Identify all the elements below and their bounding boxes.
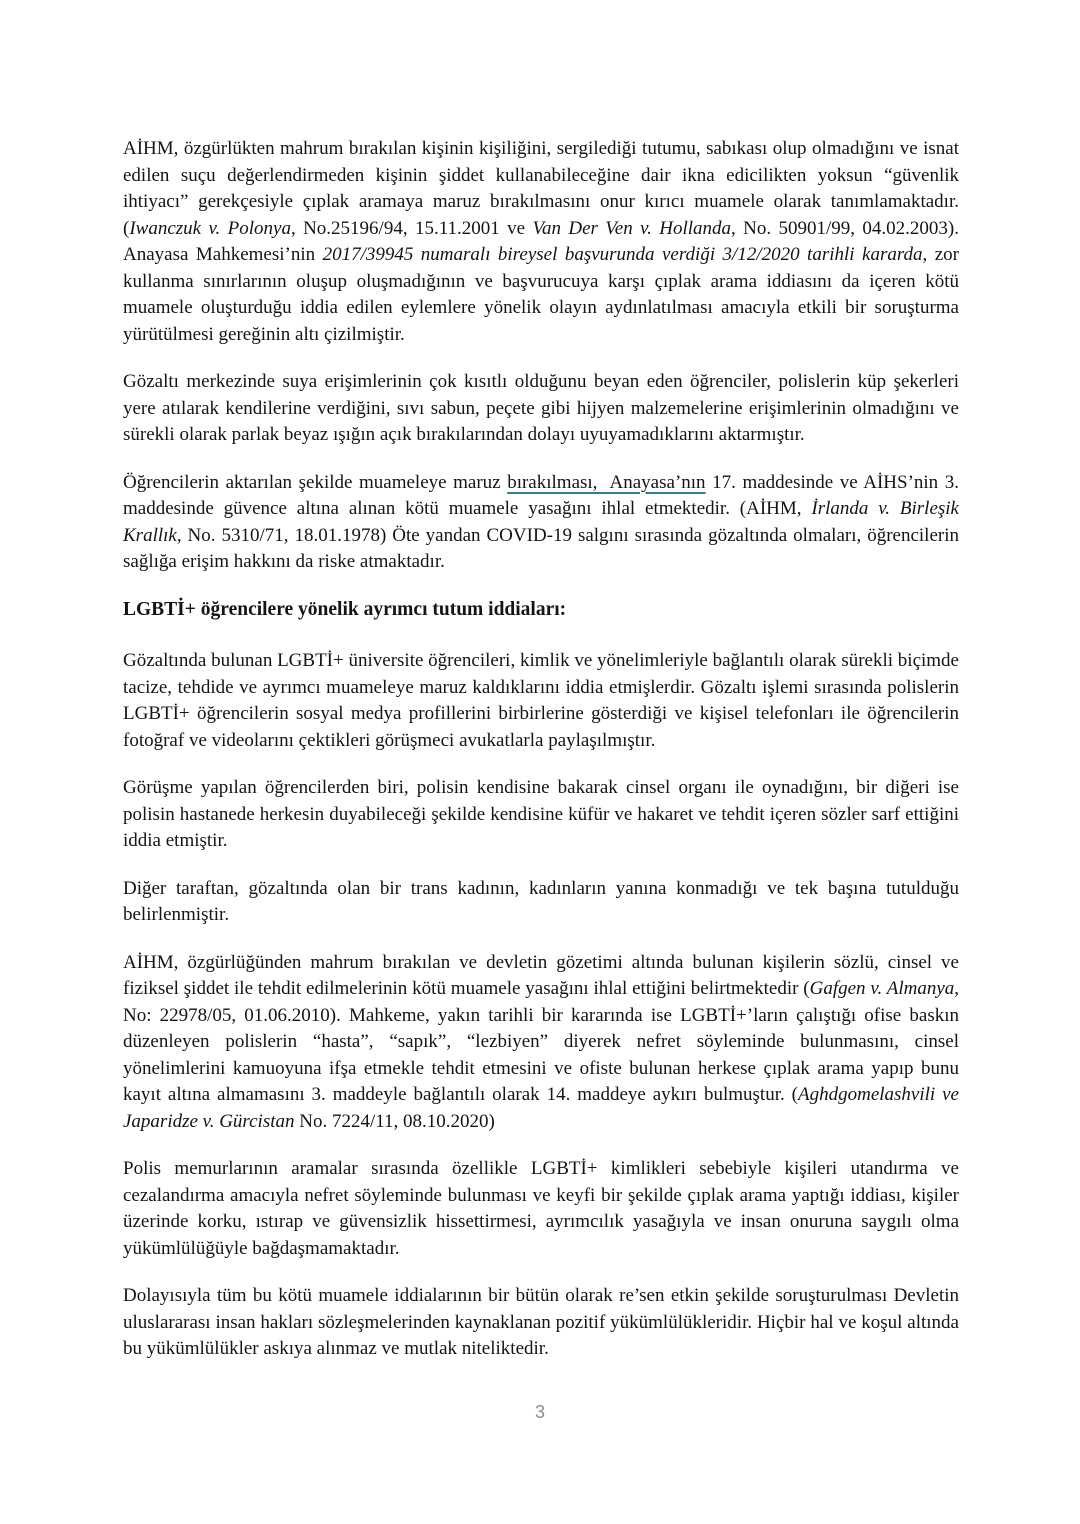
text-run-italic: Aghdgomelashvili ve Japaridze v. Gürcistan (123, 1084, 959, 1132)
text-run-italic: Iwanczuk v. Polonya (129, 217, 291, 239)
text-run-normal: Görüşme yapılan öğrencilerden biri, polisin kendisine bakarak cinsel organı ile oynadığını, bir diğeri ise polisin hastanede herkesin duyabileceği şekilde kendisine küfür ve hakaret ve tehdit içeren sözler sarf ettiğini iddia etmiştir. (123, 777, 959, 851)
text-run-normal: , No: 22978/05, 01.06.2010). Mahkeme, yakın tarihli bir kararında ise LGBTİ+’ların çalıştığı ofise baskın düzenleyen polislerin “hasta”, “sapık”, “lezbiyen” diyerek nefret söyleminde bulunmasını, cinsel yönelimlerini kamuoyuna ifşa etmekle tehdit etmesini ve ofiste bulunan herkese çıplak arama yapıp bunu kayıt altına almamasını 3. maddeyle bağlantılı olarak 14. maddeye aykırı bulmuştur. ( (123, 978, 959, 1105)
text-run-normal: Diğer taraftan, gözaltında olan bir trans kadının, kadınların yanına konmadığı ve tek başına tutulduğu belirlenmiştir. (123, 877, 959, 925)
paragraph (123, 648, 959, 754)
text-run-underline: bırakılması, Anayasa’nın (507, 471, 706, 493)
paragraph (123, 876, 959, 929)
paragraph (123, 369, 959, 449)
text-run-normal: , No. 5310/71, 18.01.1978) Öte yandan COVID-19 salgını sırasında gözaltında olmaları, öğrencilerin sağlığa erişim hakkını da riske atmaktadır. (123, 524, 959, 572)
text-run-normal: Dolayısıyla tüm bu kötü muamele iddialarının bir bütün olarak re’sen etkin şekilde soruşturulması Devletin uluslararası insan hakları sözleşmelerinden kaynaklanan pozitif yükümlülükleridir. Hiçbir hal ve koşul altında bu yükümlülükler askıya alınmaz ve mutlak niteliktedir. (123, 1285, 959, 1359)
paragraph (123, 136, 959, 348)
text-run-normal: AİHM, özgürlükten mahrum bırakılan kişinin kişiliğini, sergilediği tutumu, sabıkası olup olmadığını ve isnat edilen suçu değerlendirmeden kişinin şiddet kullanabileceğine dair ikna edicilikten yoksun “güvenlik ihtiyacı” gerekçesiyle çıplak aramaya maruz bırakılmasını onur kırıcı muamele olarak tanımlamaktadır. ( (123, 138, 959, 239)
text-run-normal: Öğrencilerin aktarılan şekilde muameleye maruz (123, 471, 508, 493)
text-run-italic: Van Der Ven v. Hollanda (532, 217, 732, 239)
page-number: 3 (534, 1402, 545, 1422)
paragraph (123, 470, 959, 576)
text-run-italic: 2017/39945 numaralı bireysel başvurunda verdiği 3/12/2020 tarihli kararda (322, 244, 923, 265)
text-run-italic: İrlanda v. Birleşik Krallık (123, 498, 959, 546)
text-run-normal: 17. maddesinde ve AİHS’nin 3. maddesinde güvence altına alınan kötü muamele yasağını ihlal etmektedir. (AİHM, (123, 471, 959, 519)
text-run-normal: LGBTİ+ öğrencilere yönelik ayrımcı tutum iddiaları: (123, 598, 567, 620)
paragraph (123, 775, 959, 855)
text-run-normal: Gözaltı merkezinde suya erişimlerinin çok kısıtlı olduğunu beyan eden öğrenciler, polislerin küp şekerleri yere atılarak kendilerine verdiğini, sıvı sabun, peçete gibi hijyen malzemelerine erişimlerinin olmadığını ve sürekli olarak parlak beyaz ışığın açık bırakılarından dolayı uyuyamadıklarını aktarmıştır. (123, 371, 959, 445)
text-run-normal: Gözaltında bulunan LGBTİ+ üniversite öğrencileri, kimlik ve yönelimleriyle bağlantılı olarak sürekli biçimde tacize, tehdide ve ayrımcı muameleye maruz kaldıklarını iddia etmişlerdir. Gözaltı işlemi sırasında polislerin LGBTİ+ öğrencilerin sosyal medya profillerini birbirlerine gösterdiği ve kişisel telefonları ile öğrencilerin fotoğraf ve videolarını çektikleri görüşmeci avukatlarla paylaşılmıştır. (123, 650, 959, 751)
text-run-normal: No. 7224/11, 08.10.2020) (294, 1110, 495, 1132)
text-run-normal: , No.25196/94, 15.11.2001 ve (290, 217, 533, 239)
paragraph (123, 1156, 959, 1262)
text-run-italic: Gafgen v. Almanya (809, 978, 955, 999)
paragraph (123, 1283, 959, 1363)
text-run-normal: AİHM, özgürlüğünden mahrum bırakılan ve devletin gözetimi altında bulunan kişilerin sözlü, cinsel ve fiziksel şiddet ile tehdit edilmelerinin kötü muamele yasağını ihlal ettiğini belirtmektedir ( (123, 951, 959, 999)
paragraph (123, 950, 959, 1136)
document-body (123, 136, 959, 1384)
text-run-normal: Polis memurlarının aramalar sırasında özellikle LGBTİ+ kimlikleri sebebiyle kişileri utandırma ve cezalandırma amacıyla nefret söyleminde bulunması ve keyfi bir şekilde çıplak arama yaptığı iddiası, kişiler üzerinde korku, ıstırap ve güvensizlik hissettirmesi, ayrımcılık yasağıyla ve insan onuruna saygılı olma yükümlülüğüyle bağdaşmamaktadır. (123, 1158, 959, 1259)
text-run-normal: , No. 50901/99, 04.02.2003). Anayasa Mahkemesi’nin (123, 217, 960, 265)
section-heading (123, 597, 959, 624)
text-run-normal: , zor kullanma sınırlarının oluşup oluşmadığının ve başvurucuya karşı çıplak arama iddiasını da içeren kötü muamele oluşturduğu iddia edilen eylemlere yönelik olayın aydınlatılması amacıyla etkili bir soruşturma yürütülmesi gereğinin altı çizilmiştir. (123, 244, 960, 345)
